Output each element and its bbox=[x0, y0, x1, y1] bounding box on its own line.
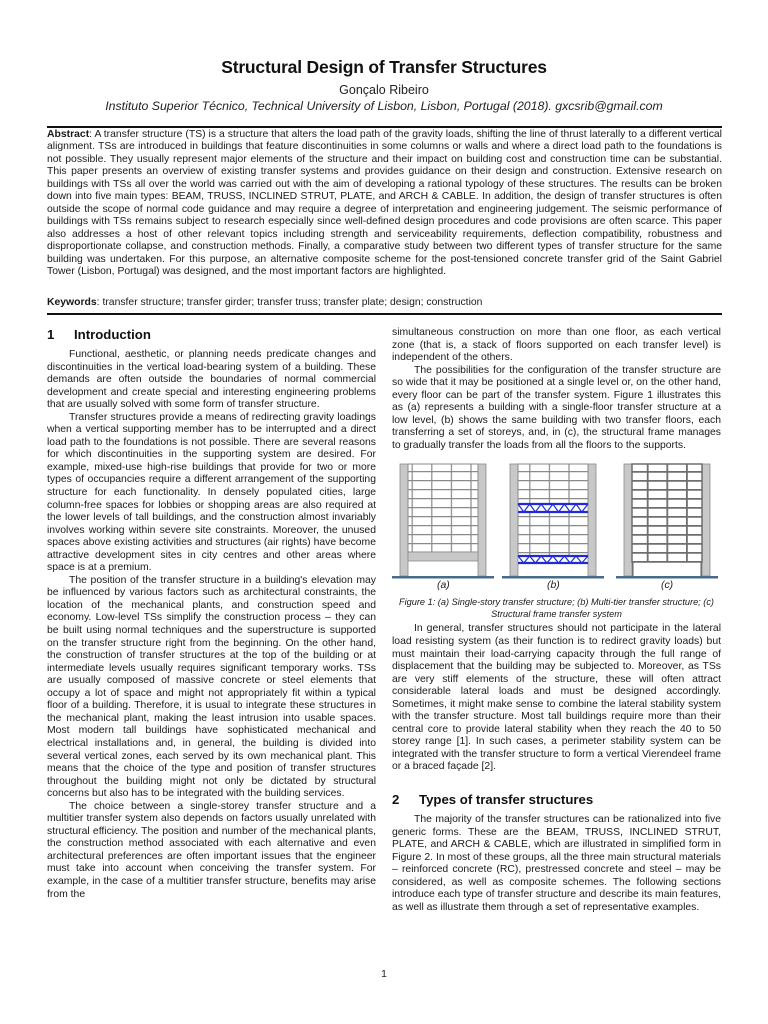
panel-a-building bbox=[392, 464, 494, 579]
abstract bbox=[47, 129, 722, 278]
abstract-top-rule bbox=[47, 126, 722, 128]
paragraph: The choice between a single-storey transfer structure and a multitier transfer system also depends on factors usually unrelated with structural efficiency. The position and number of the mechanical plants, the construction method associated with each alternative and even architectural preferences are often important issues that the engineer must take into account when conceiving the transfer system. For example, in the case of a multitier transfer structure, benefits may arise from the bbox=[47, 800, 376, 900]
section-heading-introduction bbox=[47, 327, 376, 343]
panel-c-building bbox=[616, 464, 718, 579]
section-title: Types of transfer structures bbox=[419, 792, 594, 808]
paragraph: Functional, aesthetic, or planning needs predicate changes and discontinuities in the vertical load-bearing system of a building. These demands are often outside the boundaries of normal commercial development and create special and interesting engineering problems that are usually solved with some form of transfer structure. bbox=[47, 349, 376, 411]
panel-label-b: (b) bbox=[547, 580, 560, 592]
upper-transfer-truss bbox=[518, 504, 588, 512]
abstract-label: Abstract bbox=[47, 129, 90, 140]
transfer-structure-diagram bbox=[392, 462, 721, 582]
abstract-bottom-rule bbox=[47, 313, 722, 315]
panel-label-c: (c) bbox=[661, 580, 674, 592]
paragraph: The majority of the transfer structures can be rationalized into five generic forms. These are the BEAM, TRUSS, INCLINED STRUT, PLATE, and ARCH & CABLE, which are illustrated in simplified form in Figure 2. In most of these groups, all the three main structural materials – reinforced concrete (RC), prestressed concrete and steel – may be considered, as well as composite schemes. The following sections introduce each type of transfer structure and describe its main features, as well as illustrate them through a set of representative examples. bbox=[392, 814, 721, 913]
section-heading-types bbox=[392, 792, 721, 808]
author-affiliation: Instituto Superior Técnico, Technical University of Lisbon, Lisbon, Portugal (2018). gxcsrib@gmail.com bbox=[105, 99, 663, 113]
lower-transfer-truss bbox=[518, 556, 588, 563]
paragraph: Transfer structures provide a means of redirecting gravity loadings when a vertical supporting member has to be interrupted and a direct load path to the foundations is not possible. There are several reasons for which discontinuities in the supporting system are desired. For example, mixed-use high-rise buildings that provide for two or more types of occupancies require a different arrangement of the supporting structure for each functionality. In densely populated cities, large column-free spaces for lobbies or shopping areas are also required at the lower levels of tall buildings, and the construction almost invariably involves working within severe site constraints. Moreover, the unused spaces above existing activities and structures (air rights) have become attractive development sites in city centres and other areas where space is at a premium. bbox=[47, 411, 376, 574]
panel-b-building bbox=[502, 464, 604, 579]
section-number: 2 bbox=[392, 792, 400, 808]
paragraph: simultaneous construction on more than one floor, as each vertical zone (that is, a stack of floors supported on each transfer level) is independent of the others. bbox=[392, 327, 721, 364]
keywords-label: Keywords bbox=[47, 297, 97, 308]
figure-1-caption: Figure 1: (a) Single-story transfer structure; (b) Multi-tier transfer structure; (c) Structural frame transfer system bbox=[398, 597, 714, 619]
left-column bbox=[47, 327, 376, 901]
keywords-text: : transfer structure; transfer girder; transfer truss; transfer plate; design; construction bbox=[96, 297, 483, 308]
paragraph: In general, transfer structures should not participate in the lateral load resisting system (as their function is to redirect gravity loads) but must maintain their load-carrying capacity through the full range of displacement that the building may be subjected to. Moreover, as TSs are very stiff elements of the structure, these will often attract considerable lateral loads and must be designed accordingly. Sometimes, it might make sense to combine the lateral stability system with the transfer structure. Most tall buildings require more than their central core to provide lateral stability when they reach the 40 to 50 storey range [1]. In such cases, a perimeter stability system can be integrated with the transfer structure to form a vertical Vierendeel frame or a braced façade [2]. bbox=[392, 623, 721, 773]
section-number: 1 bbox=[47, 327, 55, 342]
paper-title: Structural Design of Transfer Structures bbox=[221, 57, 547, 77]
author-name: Gonçalo Ribeiro bbox=[339, 83, 429, 97]
paragraph: The possibilities for the configuration of the transfer structure are so wide that it may be positioned at a single level or, on the other hand, every floor can be part of the transfer system. Figure 1 illustrates this as (a) represents a building with a single-floor transfer structure at a low level, (b) shows the same building with two transfer floors, each transferring a set of storeys, and, in (c), the structural frame manages to gradually transfer the loads from all the floors to the supports. bbox=[392, 364, 721, 451]
page-number: 1 bbox=[381, 969, 387, 980]
right-column bbox=[392, 327, 721, 914]
paragraph: The position of the transfer structure in a building's elevation may be influenced by various factors such as architectural constraints, the location of the mechanical plants, and construction speed and economy. Low-level TSs simplify the construction process – they can be built using normal techniques and the superstructure is supported on the transfer structure right from the beginning. On the other hand, the construction of transfer structures at the top of the building or at intermediate levels usually requires significant temporary works. TSs are usually composed of massive concrete or steel elements that occupy a lot of space and might not appropriately fit within a typical floor of a building. Therefore, it is usual to integrate these structures in the mechanical plant, making the least intrusion into usable spaces. Most modern tall buildings have sophisticated mechanical and electrical installations and, in general, the building is divided into several vertical zones, each served by its own mechanical plant. This means that the choice of the type and position of transfer structures throughout the building might not only be dictated by structural concerns but also has to be integrated with the building services. bbox=[47, 574, 376, 800]
section-title: Introduction bbox=[74, 327, 151, 342]
figure-panel-labels bbox=[392, 580, 721, 594]
panel-label-a: (a) bbox=[437, 580, 450, 592]
keywords bbox=[47, 297, 722, 309]
figure-1 bbox=[392, 462, 721, 594]
abstract-text: : A transfer structure (TS) is a structure that alters the load path of the gravity loads, shifting the line of thrust laterally to a different vertical alignment. TSs are introduced in buildings that feature discontinuities in some columns or walls and where a direct load path to the foundations is not possible. They usually represent major elements of the structure and their impact on building cost and construction time can be substantial. This paper presents an overview of existing transfer systems and provides guidance on their design and construction. Extensive research on buildings with TSs all over the world was carried out with the aim of developing a rational typology of these structures. The results can be broken down into five main types: BEAM, TRUSS, INCLINED STRUT, PLATE, and ARCH & CABLE. In addition, the design of transfer structures is often outside the scope of normal code guidance and may require a degree of interpretation and engineering judgement. The seismic performance of buildings with TSs remains subject to research especially since well-defined design procedures and code provisions are often scarce. This paper also addresses a host of other relevant topics including strength and serviceability requirements, deflection compatibility, robustness and disproportionate collapse, and construction methods. Finally, a comparative study between two different types of transfer structure for the same building was undertaken. For this purpose, an alternative composite scheme for the post-tensioned concrete transfer grid of the Saint Gabriel Tower (Lisbon, Portugal) was designed, and the most important factors are highlighted. bbox=[47, 129, 722, 277]
